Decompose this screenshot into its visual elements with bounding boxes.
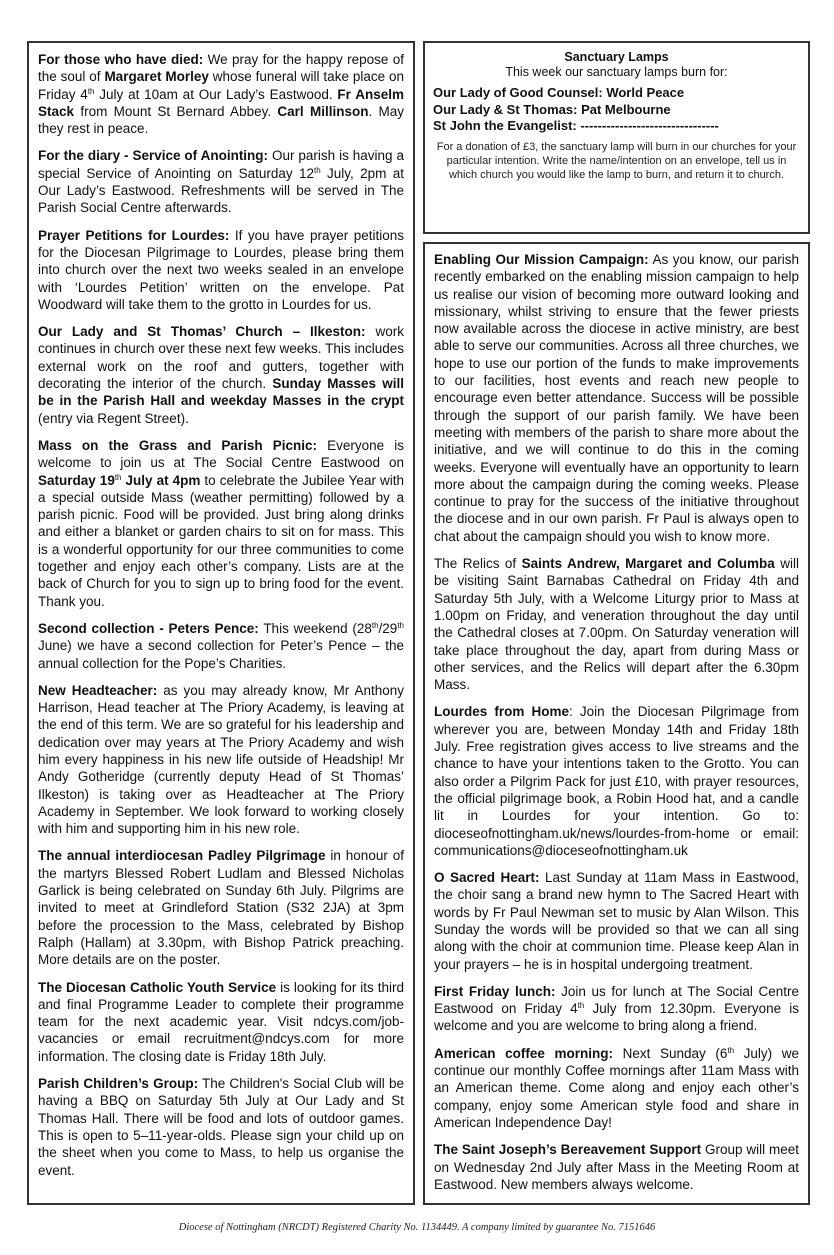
- notice-paragraph: [38, 682, 404, 838]
- notice-heading-text: July at 4pm: [121, 472, 201, 488]
- notice-text: Last Sunday at 11am Mass in Eastwood, the choir sang a brand new hymn to The Sacred Heart with words by Fr Paul Newman set to music by Alan Wilson. This Sunday the words will be provided so that we can all sing along with the choir at communion time. Please keep Alan in your prayers – he is in hospital undergoing treatment.: [434, 870, 799, 972]
- notice-text: July) we continue our monthly Coffee mornings after 11am Mass with an American theme. Come along and enjoy each other’s company, enjoy some American style food and share in American Independence Day!: [434, 1045, 799, 1130]
- notice-text: th: [397, 620, 404, 630]
- notice-text: If you have prayer petitions for the Diocesan Pilgrimage to Lourdes, please bring them into church over the next two weeks sealed in an envelope with ‘Lourdes Petition’ written on the envelope. Pat Woodward will take them to the grotto in Lourdes for us.: [38, 227, 405, 312]
- sanctuary-lamps-list: [433, 85, 800, 135]
- notice-text: th: [727, 1045, 735, 1055]
- notice-paragraph: [38, 847, 404, 968]
- notice-paragraph: [434, 983, 799, 1035]
- notice-heading-text: O Sacred Heart:: [434, 870, 540, 886]
- notice-text: We pray for the happy repose of the soul of: [38, 52, 404, 85]
- notice-heading-text: Mass on the Grass and Parish Picnic:: [38, 437, 317, 453]
- notice-paragraph: [434, 869, 799, 973]
- notice-heading-text: Margaret Morley: [104, 69, 209, 85]
- lamp-intention: Our Lady of Good Counsel: World Peace: [433, 85, 685, 100]
- notice-paragraph: [434, 703, 799, 859]
- notice-text: Our parish is having a special Service of Anointing on Saturday 12: [38, 148, 404, 181]
- notice-heading-text: Second collection - Peters Pence:: [38, 620, 259, 636]
- notice-paragraph: [38, 620, 404, 672]
- notice-heading-text: The Saint Joseph’s Bereavement Support: [434, 1142, 702, 1158]
- notice-text: whose funeral will take place on Friday 4: [38, 69, 404, 102]
- notice-text: in honour of the martyrs Blessed Robert Ludlam and Blessed Nicholas Garlick is being celebrated on Sunday 6th July. Pilgrims are invited to meet at Grindleford Station (S32 2JA) at 3pm before the procession to the Mass, celebrated by Bishop Ralph (Hallam) at 3.30pm, with Bishop Patrick preaching. More details are on the poster.: [38, 848, 404, 968]
- sanctuary-lamps-title: Sanctuary Lamps: [564, 50, 669, 64]
- notice-heading-text: The annual interdiocesan Padley Pilgrimage: [38, 848, 326, 864]
- notice-text: will be visiting Saint Barnabas Cathedral on Friday 4th and Saturday 5th July, with a Welcome Liturgy prior to Mass at 1.00pm on Friday, and veneration throughout the day until the Cathedral closes at 7.00pm. On Saturday veneration will take place throughout the day, apart from during Mass or other services, and the Relics will depart after the 6.30pm Mass.: [434, 556, 800, 693]
- notice-paragraph: [38, 51, 404, 137]
- sanctuary-lamps-subtitle: This week our sanctuary lamps burn for:: [505, 65, 728, 79]
- notice-paragraph: [38, 227, 404, 313]
- notice-heading-text: Enabling Our Mission Campaign:: [434, 252, 649, 267]
- lamp-intention: Our Lady & St Thomas: Pat Melbourne: [433, 101, 671, 117]
- notice-paragraph: [38, 147, 404, 216]
- notice-text: June) we have a second collection for Peter’s Pence – the annual collection for the Pope’s Charities.: [38, 638, 404, 671]
- notice-text: /29: [378, 620, 398, 636]
- notice-heading-text: New Headteacher:: [38, 682, 158, 698]
- sanctuary-lamps-box: [423, 41, 810, 234]
- notice-heading-text: Prayer Petitions for Lourdes:: [38, 227, 230, 243]
- notice-text: . May they rest in peace.: [38, 103, 405, 137]
- notice-heading-text: Lourdes from Home: [434, 704, 570, 720]
- notice-text: as you may already know, Mr Anthony Harrison, Head teacher at The Priory Academy, is leaving at the end of this term. We are so grateful for his leadership and dedication over may years at The Priory Academy and wish him every happiness in his new life outside of Headship! Mr Andy Gotheridge (currently deputy Head of St Thomas’ Ilkeston) is taking over as Headteacher at The Priory Academy in September. We look forward to working closely with him and supporting him in his new role.: [38, 682, 404, 837]
- notice-text: Join us for lunch at The Social Centre Eastwood on Friday 4: [434, 983, 799, 1017]
- notice-text: As you know, our parish recently embarked on the enabling mission campaign to help us realise our vision of becoming more outward looking and missionary, whilst striving to ensure that the fewer priests now available across the diocese in active ministry, are best able to serve our communities. Across all three churches, we hope to use our portion of the funds to make improvements to our facilities, host events and reach new people to encourage even better attendance. Success will be possible through the support of our parish family. We have been meeting with members of the parish to share more about the initiative, and we will continue to do this in the coming weeks. Everyone will eventually have an opportunity to learn more about the campaign during the coming weeks. Please continue to pray for the success of the initiative throughout the diocese and in our own parish. Fr Paul is always open to chat about the campaign should you wish to know more.: [434, 252, 799, 544]
- notice-text: : Join the Diocesan Pilgrimage from wherever you are, between Monday 14th and Friday 18th July. Free registration gives access to live streams and the chance to have your intentions taken to the Grotto. You can also order a Pilgrim Pack for just £10, with prayer resources, the official pilgrimage book, a Robin Hood hat, and a candle lit in Lourdes for your intention. Go to: dioceseofnottingham.uk/news/lourdes-from-home or email: communications@dioceseofnottingham.uk: [434, 704, 800, 858]
- left-notices-column: [27, 41, 415, 1205]
- notice-heading-text: Sunday Masses will be in the Parish Hall and weekday Masses in the crypt: [38, 376, 404, 409]
- charity-footer: Diocese of Nottingham (NRCDT) Registered Charity No. 1134449. A company limited by guarantee No. 7151646: [178, 1222, 656, 1234]
- notice-heading-text: Saints Andrew, Margaret and Columba: [521, 556, 775, 572]
- notice-text: The Relics of: [434, 556, 522, 572]
- notice-heading-text: Parish Children’s Group:: [38, 1076, 199, 1092]
- sanctuary-lamps-note: For a donation of £3, the sanctuary lamp will burn in our churches for your particular intention. Write the name/intention on an envelope, tell us in which church you would like the lamp to burn, and return it to church.: [436, 140, 797, 181]
- notice-text: Group will meet on Wednesday 2nd July after Mass in the Meeting Room at Eastwood. New members always welcome.: [434, 1142, 799, 1192]
- notice-text: th: [114, 472, 122, 482]
- notice-text: th: [577, 1001, 585, 1011]
- lamp-intention: St John the Evangelist: --------------------------------: [433, 118, 719, 133]
- notice-text: This weekend (28: [258, 620, 372, 636]
- notice-text: The Children's Social Club will be having a BBQ on Saturday 5th July at Our Lady and St Thomas Hall. There will be food and lots of outdoor games. This is open to 5–11-year-olds. Please sign your child up on the sheet when you come to Mass, to help us organise the event.: [38, 1076, 404, 1178]
- right-notices-column: [423, 242, 810, 1205]
- newsletter-layout: [27, 0, 810, 1205]
- notice-text: (entry via Regent Street).: [38, 410, 189, 426]
- notice-heading-text: Saturday 19: [38, 472, 115, 488]
- notice-text: work continues in church over these next few weeks. This includes external work on the roof and gutters, together with decorating the interior of the church.: [38, 324, 404, 392]
- notice-heading-text: Carl Millinson: [277, 103, 369, 119]
- notice-paragraph: [434, 251, 799, 545]
- notice-paragraph: [38, 437, 404, 610]
- notice-text: th: [314, 165, 321, 175]
- notice-heading-text: Fr Anselm Stack: [38, 86, 404, 119]
- notice-text: to celebrate the Jubilee Year with a special outside Mass (weather permitting) followed by a parish picnic. Food will be provided. Just bring along drinks and either a blanket or garden chairs to sit on for mass. This is a wonderful opportunity for our three communities to come together and enjoy each other’s company. Lists are at the back of Church for you to sign up to bring food for the event. Thank you.: [38, 472, 404, 609]
- notice-paragraph: [38, 979, 404, 1065]
- notice-text: July, 2pm at Our Lady’s Eastwood. Refreshments will be served in The Parish Social Centre afterwards.: [38, 165, 404, 216]
- notice-text: July from 12.30pm. Everyone is welcome and you are welcome to bring along a friend.: [434, 1001, 799, 1034]
- notice-text: Everyone is welcome to join us at The Social Centre Eastwood on: [38, 437, 404, 471]
- notice-paragraph: [434, 1141, 799, 1193]
- notice-text: from Mount St Bernard Abbey.: [74, 103, 278, 119]
- notice-heading-text: For those who have died:: [38, 52, 204, 67]
- notice-paragraph: [434, 1045, 799, 1131]
- notice-heading-text: American coffee morning:: [434, 1045, 613, 1061]
- notice-paragraph: [434, 555, 799, 693]
- notice-text: Next Sunday (6: [613, 1045, 728, 1061]
- notice-heading-text: The Diocesan Catholic Youth Service: [38, 979, 277, 995]
- notice-text: July at 10am at Our Lady’s Eastwood.: [94, 86, 338, 102]
- notice-paragraph: [38, 323, 404, 427]
- notice-text: th: [371, 620, 379, 630]
- notice-text: th: [87, 86, 95, 96]
- notice-heading-text: First Friday lunch:: [434, 983, 556, 999]
- notice-text: is looking for its third and final Programme Leader to complete their programme team for the next academic year. Visit ndcys.com/job-vacancies or email recruitment@ndcys.com for more information. The closing date is Friday 18th July.: [38, 979, 404, 1064]
- notice-heading-text: Our Lady and St Thomas’ Church – Ilkeston:: [38, 324, 366, 340]
- notice-heading-text: For the diary - Service of Anointing:: [38, 148, 269, 164]
- notice-paragraph: [38, 1075, 404, 1179]
- right-column-wrapper: [423, 41, 810, 1205]
